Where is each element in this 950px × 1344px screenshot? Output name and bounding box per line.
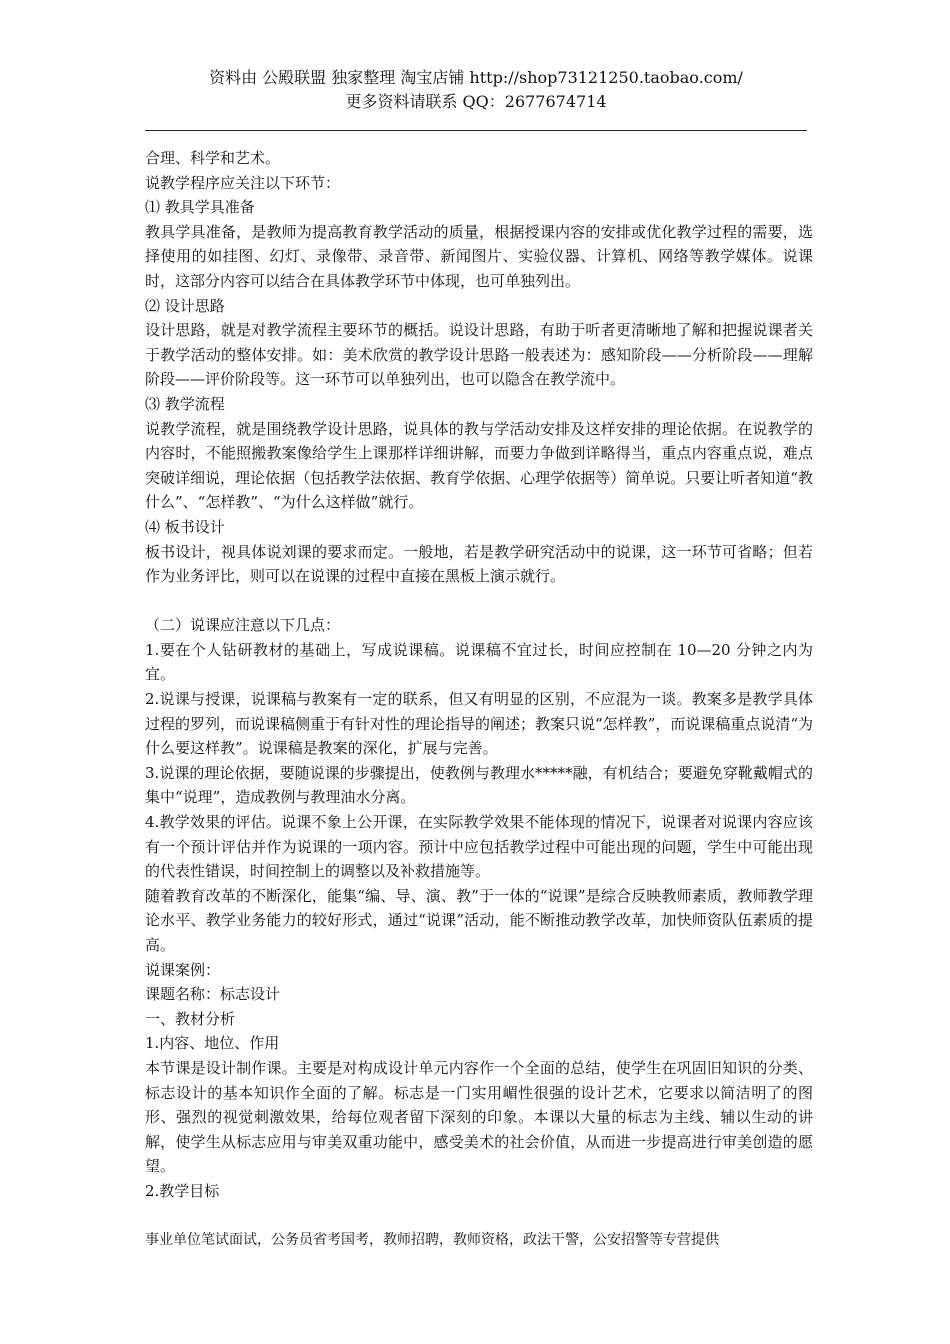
paragraph: 板书设计，视具体说刘课的要求而定。一般地，若是教学研究活动中的说课，这一环节可省略；但若作为业务评比，则可以在说课的过程中直接在黑板上演示就行。: [145, 542, 813, 586]
paragraph: 合理、科学和艺术。: [145, 149, 281, 167]
page-footer: 事业单位笔试面试，公务员省考国考，教师招聘，教师资格，政法干警，公安招警等专营提供: [145, 1232, 719, 1248]
paragraph: 3.说课的理论依据，要随说课的步骤提出，使教例与教理水*****融，有机结合；要避免穿靴戴帽式的集中“说理”，造成教例与教理油水分离。: [145, 763, 813, 807]
section-heading: ⑴ 教具学具准备: [145, 198, 255, 217]
paragraph: 随着教育改革的不断深化，能集“编、导、演、教”于一体的“说课”是综合反映教师素质，教师教学理论水平、教学业务能力的较好形式，通过“说课”活动，能不断推动教学改革，加快师资队伍素质的提高。: [145, 886, 813, 954]
paragraph: 说教学流程，就是围绕教学设计思路，说具体的教与学活动安排及这样安排的理论依据。在说教学的内容时，不能照搬教案像给学生上课那样详细讲解，而要力争做到详略得当，重点内容重点说，难点突破详细说，理论依据（包括教学法依据、教育学依据、心理学依据等）简单说。只要让听者知道“教什么”、“怎样教”、“为什么这样做”就行。: [145, 419, 813, 512]
paragraph: 设计思路，就是对教学流程主要环节的概括。说设计思路，有助于听者更清晰地了解和把握说课者关于教学活动的整体安排。如：美术欣赏的教学设计思路一般表述为：感知阶段——分析阶段——理解阶段——评价阶段等。这一环节可以单独列出，也可以隐含在教学流中。: [145, 321, 813, 389]
page-header: [145, 66, 807, 114]
paragraph: 教具学具准备，是教师为提高教育教学活动的质量，根据授课内容的安排或优化教学过程的需要，选择使用的如挂图、幻灯、录像带、录音带、新闻图片、实验仪器、计算机、网络等教学媒体。说课时，这部分内容可以结合在具体教学环节中体现，也可单独列出。: [145, 222, 813, 290]
paragraph: 课题名称：标志设计: [145, 985, 281, 1004]
paragraph: 1.要在个人钻研教材的基础上，写成说课稿。说课稿不宜过长，时间应控制在 10—20 分钟之内为宜。: [145, 640, 813, 684]
section-heading: ⑵ 设计思路: [145, 296, 225, 315]
section-heading: （二）说课应注意以下几点：: [145, 616, 341, 635]
section-heading: ⑶ 教学流程: [145, 394, 225, 413]
section-heading: ⑷ 板书设计: [145, 517, 225, 536]
header-line-2: 更多资料请联系 QQ：2677674714: [345, 92, 607, 111]
header-line-1: 资料由 公殿联盟 独家整理 淘宝店铺 http://shop73121250.taobao.com/: [209, 68, 743, 87]
paragraph: 2.说课与授课，说课稿与教案有一定的联系，但又有明显的区别，不应混为一谈。教案多是教学具体过程的罗列，而说课稿侧重于有针对性的理论指导的阐述；教案只说“怎样教”，而说课稿重点说清“为什么要这样教”。说课稿是教案的深化，扩展与完善。: [145, 690, 814, 758]
section-heading: 2.教学目标: [145, 1181, 220, 1200]
paragraph: 说课案例：: [145, 960, 221, 979]
document-body: [145, 146, 813, 1204]
section-heading: 1.内容、地位、作用: [145, 1034, 280, 1053]
section-heading: 一、教材分析: [145, 1009, 236, 1028]
header-divider: [145, 130, 807, 131]
blank-line: [145, 589, 813, 614]
paragraph: 本节课是设计制作课。主要是对构成设计单元内容作一个全面的总结，使学生在巩固旧知识的分类、标志设计的基本知识作全面的了解。标志是一门实用嵋性很强的设计艺术，它要求以简洁明了的图形、强烈的视觉刺激效果，给每位观者留下深刻的印象。本课以大量的标志为主线、辅以生动的讲解，使学生从标志应用与审美双重功能中，感受美术的社会价值，从而进一步提高进行审美创造的愿望。: [145, 1058, 813, 1176]
paragraph: 说教学程序应关注以下环节：: [145, 173, 341, 192]
paragraph: 4.教学效果的评估。说课不象上公开课，在实际教学效果不能体现的情况下，说课者对说课内容应该有一个预计评估并作为说课的一项内容。预计中应包括教学过程中可能出现的问题，学生中可能出现的代表性错误，时间控制上的调整以及补救措施等。: [145, 813, 813, 881]
